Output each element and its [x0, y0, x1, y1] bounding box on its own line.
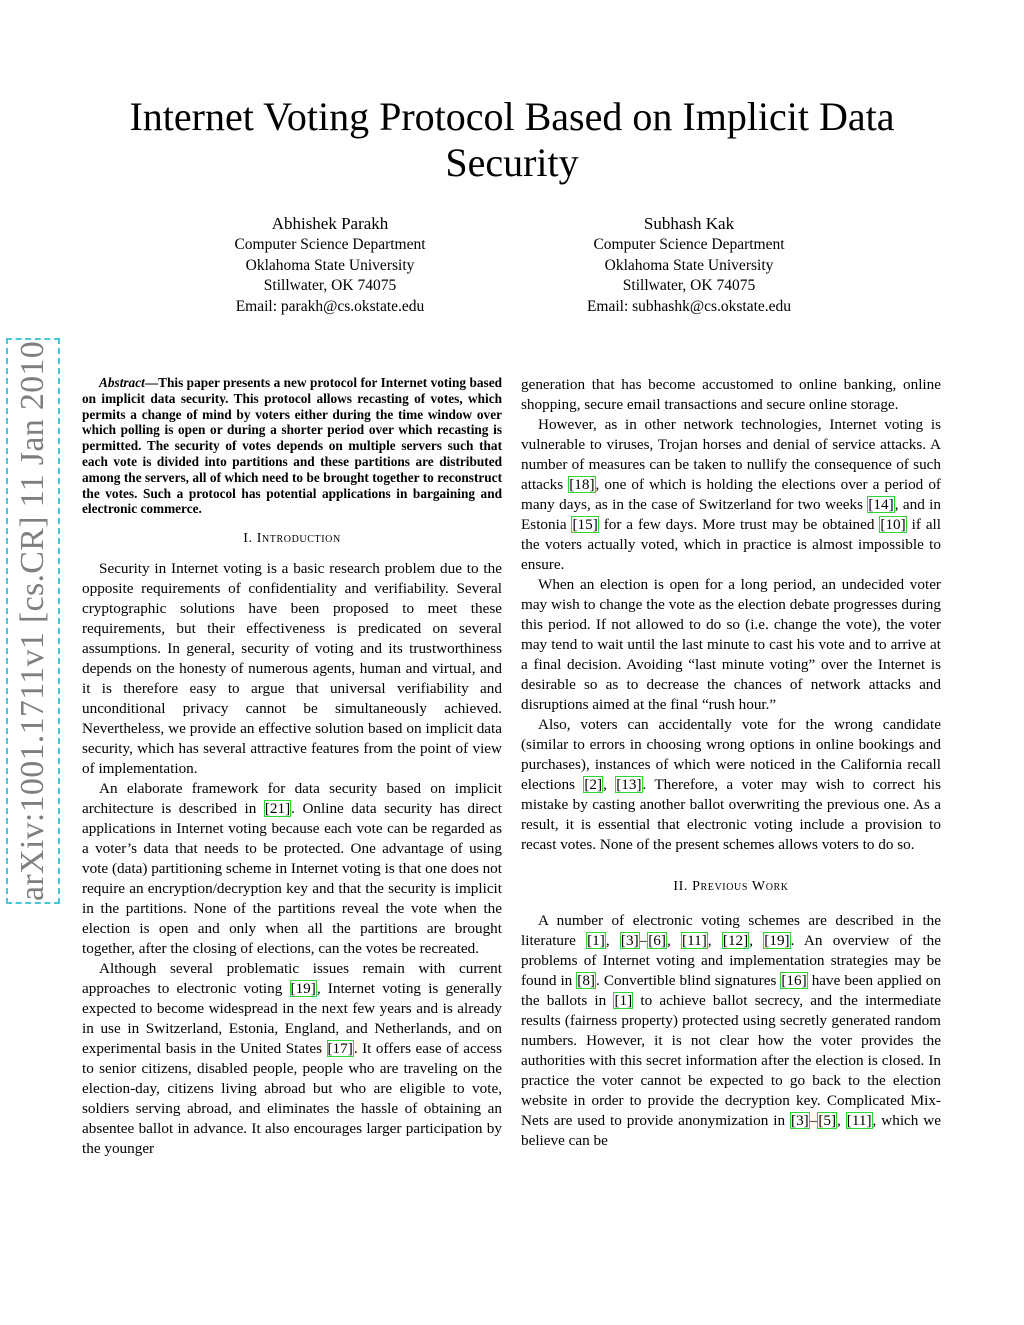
citation-link[interactable]: [8]: [577, 972, 595, 989]
citation-link[interactable]: [2]: [584, 776, 603, 793]
citation-link[interactable]: [6]: [648, 932, 666, 949]
citation-link[interactable]: [10]: [880, 516, 906, 533]
citation-link[interactable]: [18]: [569, 476, 595, 493]
author-location: Stillwater, OK 74075: [263, 277, 397, 294]
citation-link[interactable]: [1]: [587, 932, 605, 949]
citation-link[interactable]: [12]: [722, 932, 749, 949]
author-university: Oklahoma State University: [604, 256, 774, 274]
paragraph: Although several problematic issues remain with current approaches to electronic voting [19], Internet voting is generally expected to become widespread in the next few years and is already in use in Switzerland, Estonia, England, and Netherlands, and on experimental basis in the United States [17]. It offers ease of access to senior citizens, disabled people, people who are traveling on the election-day, citizens living abroad but who are eligible to vote, soldiers serving abroad, and eliminates the hassle of obtaining an absentee ballot in advance. It also encourages larger participation by the younger: [82, 960, 502, 1158]
citation-link[interactable]: [1]: [614, 992, 633, 1009]
paragraph: A number of electronic voting schemes are described in the literature [1], [3]–[6], [11], [12], [19]. An overview of the problems of Internet voting and implementation strategies may be found in [8]. Convertible blind signatures [16] have been applied on the ballots in [1] to achieve ballot secrecy, and the intermediate results (fairness property) protected using secretly generated random numbers. However, it is not clear how the voter provides the authorities with this secret information after the election is closed. In practice the voter cannot be expected to go back to the election website in order to provide the decryption key. Complicated Mix-Nets are used to provide anonymization in [3]–[5], [11], which we believe can be: [521, 912, 942, 1149]
author-department: Computer Science Department: [593, 236, 785, 253]
author-email[interactable]: Email: subhashk@cs.okstate.edu: [586, 297, 792, 315]
paragraph: generation that has become accustomed to online banking, online shopping, secure email transactions and secure online storage.: [521, 376, 941, 413]
abstract-label: Abstract: [99, 375, 145, 390]
author-department: Computer Science Department: [234, 236, 426, 253]
citation-link[interactable]: [19]: [290, 980, 316, 998]
paragraph: An elaborate framework for data security based on implicit architecture is described in [21]. Online data security has direct applications in Internet voting because each vote can be regarded as a voter’s data that needs to be protected. One advantage of using vote (data) partitioning scheme in Internet voting is that one does not require an encryption/decryption key and that the security is implicit in the partitions. None of the partitions reveal the vote when the election is open and only when all the partitions are brought together, after the closing of elections, can the votes be recreated.: [82, 780, 502, 958]
citation-link[interactable]: [11]: [846, 1112, 872, 1129]
right-column: [521, 375, 941, 1151]
paragraph: Security in Internet voting is a basic research problem due to the opposite requirements of confidentiality and verifiability. Several cryptographic solutions have been proposed to meet these requirements, but their effectiveness is predicated on several assumptions. In general, security of voting and its trustworthiness depends on the honesty of numerous agents, human and virtual, and it is therefore easy to argue that universal verifiability and unconditional privacy cannot be simultaneously achieved. Nevertheless, we provide an effective solution based on implicit data security, which has several attractive features from the point of view of implementation.: [82, 560, 502, 778]
section-heading-previous-work: II. Previous Work: [673, 879, 789, 894]
author-block-1: [180, 213, 480, 317]
arxiv-identifier: arXiv:1001.1711v1 [cs.CR] 11 Jan 2010: [14, 340, 51, 902]
citation-link[interactable]: [11]: [682, 932, 707, 949]
author-name: Subhash Kak: [643, 214, 735, 233]
citation-link[interactable]: [17]: [327, 1040, 353, 1058]
author-email[interactable]: Email: parakh@cs.okstate.edu: [235, 297, 425, 315]
paragraph: When an election is open for a long period, an undecided voter may wish to change the vote as the election debate progresses during this period. If not allowed to do so (i.e. change the vote), the voter may tend to wait until the last minute to cast his vote and to arrive at a final decision. Avoiding “last minute voting” over the Internet is desirable so as to decrease the chances of network attacks and disruptions aimed at the final “rush hour.”: [521, 576, 941, 713]
citation-link[interactable]: [21]: [264, 800, 291, 818]
citation-link[interactable]: [19]: [764, 932, 790, 949]
paper-title: Internet Voting Protocol Based on Implicit Data Security: [129, 94, 895, 185]
citation-link[interactable]: [3]: [620, 932, 639, 949]
citation-link[interactable]: [15]: [572, 516, 598, 533]
citation-link[interactable]: [3]: [791, 1112, 809, 1129]
paragraph: However, as in other network technologies, Internet voting is vulnerable to viruses, Trojan horses and denial of service attacks. A number of measures can be taken to nullify the consequence of such attacks [18], one of which is holding the elections over a period of many days, as in the case of Switzerland for two weeks [14], and in Estonia [15] for a few days. More trust may be obtained [10] if all the voters actually voted, which in practice is almost impossible to ensure.: [521, 416, 941, 573]
author-block-2: [539, 213, 839, 317]
citation-link[interactable]: [14]: [868, 496, 894, 513]
paragraph: Also, voters can accidentally vote for the wrong candidate (similar to errors in choosing wrong options in online bookings and purchases), instances of which were noticed in the California recall elections [2], [13]. Therefore, a voter may wish to correct his mistake by casting another ballot overwriting the previous one. As a result, it is essential that electronic voting include a provision to recast votes. None of the present schemes allows voters to do so.: [521, 716, 942, 853]
citation-link[interactable]: [5]: [818, 1112, 837, 1129]
abstract-text: —This paper presents a new protocol for Internet voting based on implicit data security. This protocol allows recasting of votes, which permits a change of mind by voters either during the time window over which polling is open or during a shorter period over which recasting is permitted. The security of votes depends on multiple servers such that each vote is divided into partitions and these partitions are distributed among the servers, all of which need to be brought together to reconstruct the votes. Such a protocol has potential applications in bargaining and electronic commerce.: [82, 375, 502, 517]
author-university: Oklahoma State University: [245, 256, 415, 274]
author-name: Abhishek Parakh: [271, 214, 389, 233]
abstract: [82, 375, 502, 517]
author-location: Stillwater, OK 74075: [622, 277, 756, 294]
arxiv-identifier-link[interactable]: [6, 338, 60, 904]
citation-link[interactable]: [13]: [616, 776, 642, 793]
left-column: [82, 375, 502, 1159]
citation-link[interactable]: [16]: [781, 972, 807, 989]
section-heading-introduction: I. Introduction: [243, 531, 341, 547]
